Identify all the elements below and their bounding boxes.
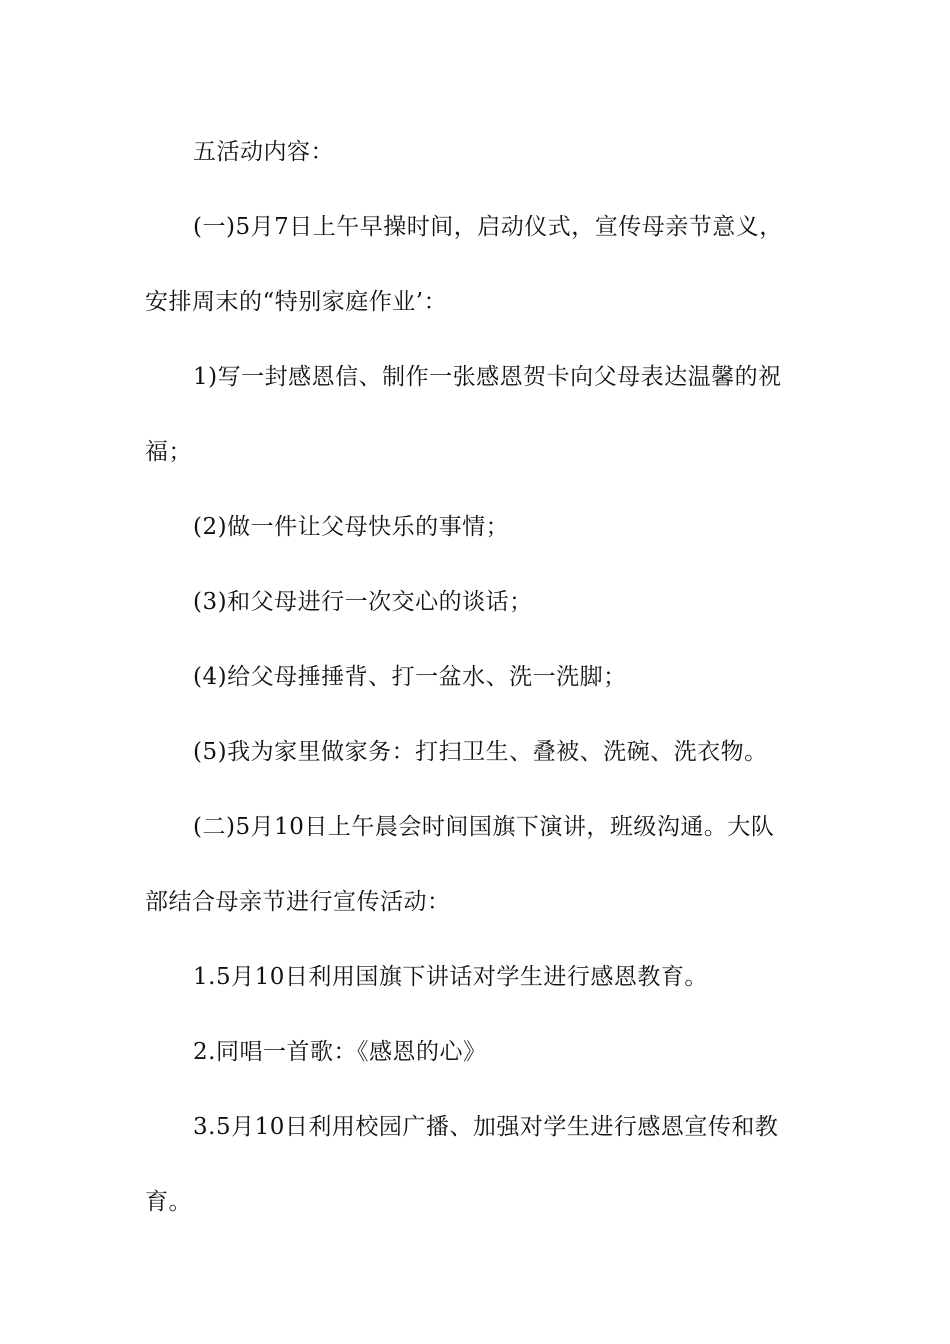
- paragraph-line: 育。: [145, 1189, 192, 1215]
- paragraph-line: 福；: [145, 439, 192, 465]
- paragraph-line: 3.5月10日利用校园广播、加强对学生进行感恩宣传和教: [193, 1114, 779, 1140]
- paragraph-line: 部结合母亲节进行宣传活动：: [145, 889, 451, 915]
- paragraph-line: (2)做一件让父母快乐的事情；: [193, 514, 510, 540]
- paragraph-line: (3)和父母进行一次交心的谈话；: [193, 589, 533, 615]
- paragraph-line: (二)5月10日上午晨会时间国旗下演讲，班级沟通。大队: [193, 814, 775, 840]
- paragraph-line: 1)写一封感恩信、制作一张感恩贺卡向父母表达温馨的祝: [193, 364, 782, 390]
- paragraph-line: (5)我为家里做家务：打扫卫生、叠被、洗碗、洗衣物。: [193, 739, 768, 765]
- paragraph-line: (一)5月7日上午早操时间，启动仪式，宣传母亲节意义，: [193, 214, 783, 240]
- paragraph-line: 2.同唱一首歌：《感恩的心》: [193, 1039, 487, 1065]
- paragraph-line: 安排周末的“特别家庭作业’：: [145, 289, 448, 315]
- section-heading: 五活动内容：: [193, 139, 334, 165]
- paragraph-line: 1.5月10日利用国旗下讲话对学生进行感恩教育。: [193, 964, 708, 990]
- paragraph-line: (4)给父母捶捶背、打一盆水、洗一洗脚；: [193, 664, 627, 690]
